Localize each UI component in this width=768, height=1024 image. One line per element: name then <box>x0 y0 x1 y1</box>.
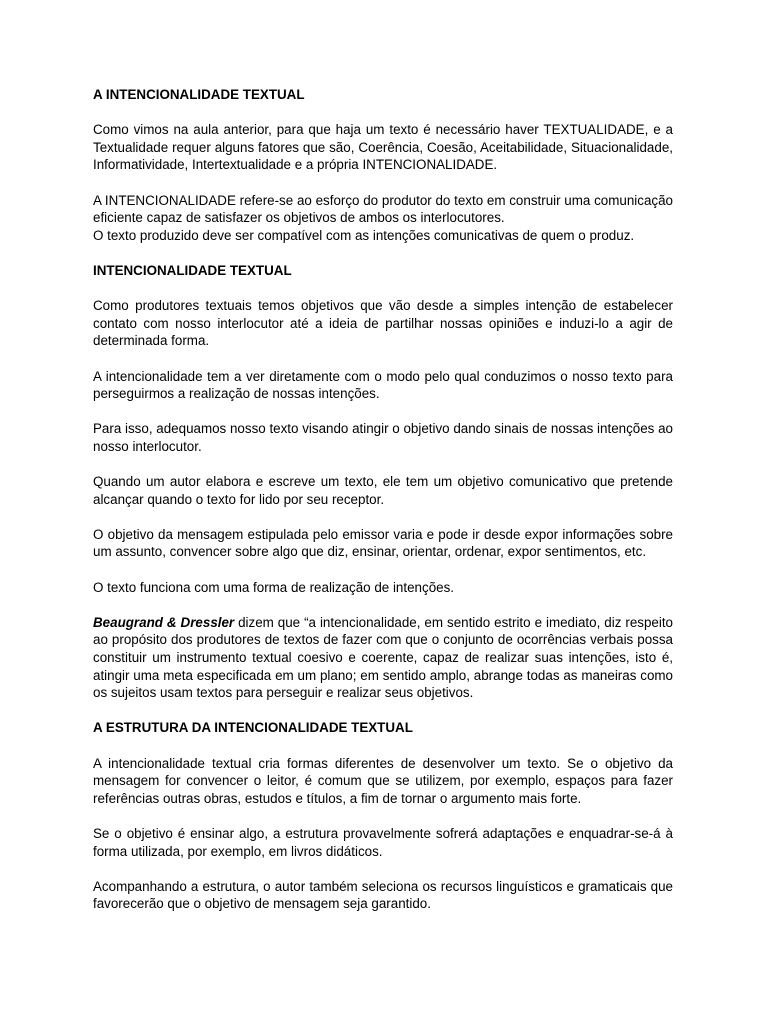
paragraph-citacao <box>93 614 673 702</box>
heading-estrutura: A ESTRUTURA DA INTENCIONALIDADE TEXTUAL <box>93 720 413 736</box>
paragraph-objetivo-mensagem: O objetivo da mensagem estipulada pelo emissor varia e pode ir desde expor informações sobre um assunto, convencer sobre algo que diz, ensinar, orientar, ordenar, expor sentimentos, etc. <box>93 526 673 560</box>
paragraph-formas: A intencionalidade textual cria formas diferentes de desenvolver um texto. Se o objetivo da mensagem for convencer o leitor, é comum que se utilizem, por exemplo, espaços para fazer referências outras obras, estudos e títulos, a fim de tornar o argumento mais forte. <box>93 755 673 806</box>
paragraph-compatibilidade: O texto produzido deve ser compatível com as intenções comunicativas de quem o produz. <box>93 227 635 243</box>
paragraph-textualidade: Como vimos na aula anterior, para que haja um texto é necessário haver TEXTUALIDADE, e a Textualidade requer alguns fatores que são, Coerência, Coesão, Aceitabilidade, Situacionalidade, Informatividade, Intertextualidade e a própria INTENCIONALIDADE. <box>93 122 673 173</box>
paragraph-modo: A intencionalidade tem a ver diretamente com o modo pelo qual conduzimos o nosso texto para perseguirmos a realização de nossas intenções. <box>93 368 673 402</box>
paragraph-funciona: O texto funciona com uma forma de realização de intenções. <box>93 579 454 595</box>
citation-authors: Beaugrand & Dressler <box>93 614 235 630</box>
paragraph-ensinar: Se o objetivo é ensinar algo, a estrutura provavelmente sofrerá adaptações e enquadrar-se-á à forma utilizada, por exemplo, em livros didáticos. <box>93 825 673 859</box>
heading-intencionalidade-textual: INTENCIONALIDADE TEXTUAL <box>93 262 292 278</box>
paragraph-adequamos: Para isso, adequamos nosso texto visando atingir o objetivo dando sinais de nossas intenções ao nosso interlocutor. <box>93 421 673 454</box>
citation-text: dizem que “a intencionalidade, em sentido estrito e imediato, diz respeito ao propósito dos produtores de textos de fazer com que o conjunto de ocorrências verbais possa constituir um instrumento textual coesivo e coerente, capaz de realizar suas intenções, isto é, atingir uma meta especificada em um plano; em sentido amplo, abrange todas as maneiras como os sujeitos usam textos para perseguir e realizar seus objetivos. <box>93 614 673 701</box>
paragraph-produtores: Como produtores textuais temos objetivos que vão desde a simples intenção de estabelecer contato com nosso interlocutor até a ideia de partilhar nossas opiniões e induzi-lo a agir de determinada forma. <box>93 298 673 349</box>
heading-intencionalidade: A INTENCIONALIDADE TEXTUAL <box>93 87 305 102</box>
paragraph-definicao: A INTENCIONALIDADE refere-se ao esforço do produtor do texto em construir uma comunicação eficiente capaz de satisfazer os objetivos de ambos os interlocutores. <box>93 192 673 226</box>
paragraph-recursos: Acompanhando a estrutura, o autor também seleciona os recursos linguísticos e gramaticais que favorecerão que o objetivo de mensagem seja garantido. <box>93 878 673 912</box>
paragraph-autor: Quando um autor elabora e escreve um texto, ele tem um objetivo comunicativo que pretende alcançar quando o texto for lido por seu receptor. <box>93 474 673 507</box>
document-page <box>93 86 673 931</box>
